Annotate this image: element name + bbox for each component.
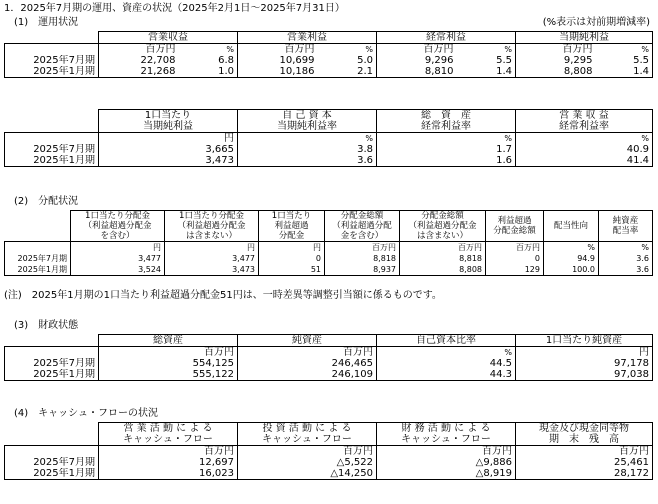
value-cell: 44.3 [377, 369, 516, 381]
unit-cell: 百万円 [516, 446, 653, 458]
value-cell: 8,818 [400, 253, 486, 264]
unit-cell: 百万円 [238, 347, 377, 359]
row-label: 2025年7月期 [5, 253, 71, 264]
value-cell: 21,268 [99, 66, 179, 78]
value-cell: 6.8 [179, 55, 238, 66]
unit-cell: 百万円 [377, 446, 516, 458]
value-cell: 0 [486, 253, 544, 264]
value-cell: 100.0 [544, 264, 599, 276]
header-total-dist-excl: 分配金総額 （利益超過分配金 は含まない） [400, 211, 486, 242]
unit-cell: 百万円 [99, 44, 179, 56]
value-cell: 5.0 [318, 55, 377, 66]
unit-cell: % [238, 133, 377, 145]
value-cell: 3.6 [238, 155, 377, 167]
section-2-heading: (2) 分配状況 [14, 196, 79, 207]
value-cell: 12,697 [99, 457, 238, 468]
distribution-footnote: (注) 2025年1月期の1口当たり利益超過分配金51円は、一時差異等調整引当額に係るものです。 [4, 290, 442, 301]
unit-cell: 百万円 [238, 446, 377, 458]
section-1-note: (%表示は対前期増減率) [542, 17, 650, 28]
unit-cell: 円 [71, 242, 165, 254]
header-total-excess-dist: 利益超過 分配金総額 [486, 211, 544, 242]
value-cell: 28,172 [516, 468, 653, 480]
table-row [5, 144, 653, 155]
unit-cell: 百万円 [238, 44, 318, 56]
value-cell: 16,023 [99, 468, 238, 480]
profitability-ratios-table [4, 109, 653, 167]
value-cell: 1.4 [596, 66, 653, 78]
value-cell: 8,818 [325, 253, 400, 264]
header-nav-per-unit: 1口当たり純資産 [516, 335, 653, 347]
header-cash-balance: 現金及び現金同等物 期 末 残 高 [516, 423, 653, 446]
value-cell: 3,477 [165, 253, 259, 264]
value-cell: 246,109 [238, 369, 377, 381]
row-label: 2025年7月期 [5, 457, 99, 468]
header-excess-dpu: 1口当たり 利益超過 分配金 [259, 211, 325, 242]
header-dpu-incl-excess: 1口当たり分配金 （利益超過分配金 を含む） [71, 211, 165, 242]
operating-results-table [4, 31, 653, 78]
header-financing-cf: 財 務 活 動 に よ る キャッシュ・フロー [377, 423, 516, 446]
row-label: 2025年7月期 [5, 144, 99, 155]
value-cell: 8,810 [377, 66, 457, 78]
value-cell: 9,296 [377, 55, 457, 66]
value-cell: 8,937 [325, 264, 400, 276]
table-row [5, 457, 653, 468]
value-cell: △8,919 [377, 468, 516, 480]
unit-cell: % [377, 347, 516, 359]
value-cell: 41.4 [516, 155, 653, 167]
table-row [5, 369, 653, 381]
value-cell: 555,122 [99, 369, 238, 381]
header-dist-to-nav: 純資産 配当率 [599, 211, 653, 242]
value-cell: 5.5 [457, 55, 516, 66]
row-label: 2025年1月期 [5, 66, 99, 78]
row-label: 2025年1月期 [5, 369, 99, 381]
value-cell: 40.9 [516, 144, 653, 155]
row-label: 2025年1月期 [5, 468, 99, 480]
value-cell: 97,038 [516, 369, 653, 381]
value-cell: 25,461 [516, 457, 653, 468]
table-row [5, 55, 653, 66]
value-cell: 0 [259, 253, 325, 264]
value-cell: 51 [259, 264, 325, 276]
header-operating-revenue: 営業収益 [99, 32, 238, 44]
section-4-heading: (4) キャッシュ・フローの状況 [14, 408, 158, 419]
header-investing-cf: 投 資 活 動 に よ る キャッシュ・フロー [238, 423, 377, 446]
unit-cell: 百万円 [99, 347, 238, 359]
table-row [5, 253, 653, 264]
header-net-income: 当期純利益 [516, 32, 653, 44]
value-cell: 94.9 [544, 253, 599, 264]
value-cell: 3,665 [99, 144, 238, 155]
row-label: 2025年7月期 [5, 55, 99, 66]
section-1-heading: (1) 運用状況 [14, 17, 79, 28]
value-cell: 3,473 [99, 155, 238, 167]
header-dpu-excl-excess: 1口当たり分配金 （利益超過分配金 は含まない） [165, 211, 259, 242]
value-cell: 3,477 [71, 253, 165, 264]
unit-cell: % [318, 44, 377, 56]
value-cell: 10,186 [238, 66, 318, 78]
row-label: 2025年7月期 [5, 358, 99, 369]
financial-position-table [4, 334, 653, 381]
header-ordinary-income-to-assets: 総 資 産 経常利益率 [377, 110, 516, 133]
header-roe: 自 己 資 本 当期純利益率 [238, 110, 377, 133]
header-total-dist-incl: 分配金総額 （利益超過分配 金を含む） [325, 211, 400, 242]
value-cell: 8,808 [400, 264, 486, 276]
unit-cell: 円 [165, 242, 259, 254]
unit-cell: 百万円 [400, 242, 486, 254]
value-cell: 2.1 [318, 66, 377, 78]
unit-cell: 百万円 [99, 446, 238, 458]
row-label: 2025年1月期 [5, 155, 99, 167]
unit-cell: 円 [516, 347, 653, 359]
value-cell: 5.5 [596, 55, 653, 66]
header-ordinary-income-to-revenue: 営 業 収 益 経常利益率 [516, 110, 653, 133]
header-payout-ratio: 配当性向 [544, 211, 599, 242]
unit-cell: % [596, 44, 653, 56]
unit-cell: % [179, 44, 238, 56]
value-cell: 554,125 [99, 358, 238, 369]
header-operating-income: 営業利益 [238, 32, 377, 44]
unit-cell: 百万円 [325, 242, 400, 254]
header-per-unit-net-income: 1口当たり 当期純利益 [99, 110, 238, 133]
unit-cell: % [599, 242, 653, 254]
cash-flow-table [4, 422, 653, 480]
unit-cell: 百万円 [516, 44, 596, 56]
value-cell: 1.7 [377, 144, 516, 155]
table-row [5, 264, 653, 276]
unit-cell: 百万円 [377, 44, 457, 56]
value-cell: 3.6 [599, 253, 653, 264]
table-row [5, 468, 653, 480]
value-cell: 3.6 [599, 264, 653, 276]
header-ordinary-income: 経常利益 [377, 32, 516, 44]
value-cell: 9,295 [516, 55, 596, 66]
row-label: 2025年1月期 [5, 264, 71, 276]
value-cell: 1.0 [179, 66, 238, 78]
value-cell: △9,886 [377, 457, 516, 468]
value-cell: △14,250 [238, 468, 377, 480]
header-operating-cf: 営 業 活 動 に よ る キャッシュ・フロー [99, 423, 238, 446]
value-cell: 97,178 [516, 358, 653, 369]
value-cell: 10,699 [238, 55, 318, 66]
unit-cell: % [377, 133, 516, 145]
unit-cell: 円 [259, 242, 325, 254]
value-cell: 1.6 [377, 155, 516, 167]
value-cell: 129 [486, 264, 544, 276]
document-title: 1．2025年7月期の運用、資産の状況（2025年2月1日～2025年7月31日） [4, 3, 345, 14]
unit-cell: 百万円 [486, 242, 544, 254]
value-cell: 8,808 [516, 66, 596, 78]
value-cell: 246,465 [238, 358, 377, 369]
value-cell: 3,524 [71, 264, 165, 276]
unit-cell: 円 [99, 133, 238, 145]
distribution-table [4, 210, 653, 276]
value-cell: 44.5 [377, 358, 516, 369]
value-cell: 22,708 [99, 55, 179, 66]
value-cell: 3.8 [238, 144, 377, 155]
value-cell: 3,473 [165, 264, 259, 276]
header-total-assets: 総資産 [99, 335, 238, 347]
value-cell: △5,522 [238, 457, 377, 468]
table-row [5, 66, 653, 78]
table-row [5, 155, 653, 167]
unit-cell: % [457, 44, 516, 56]
value-cell: 1.4 [457, 66, 516, 78]
unit-cell: % [516, 133, 653, 145]
section-3-heading: (3) 財政状態 [14, 320, 79, 331]
table-row [5, 358, 653, 369]
header-net-assets: 純資産 [238, 335, 377, 347]
unit-cell: % [544, 242, 599, 254]
header-equity-ratio: 自己資本比率 [377, 335, 516, 347]
